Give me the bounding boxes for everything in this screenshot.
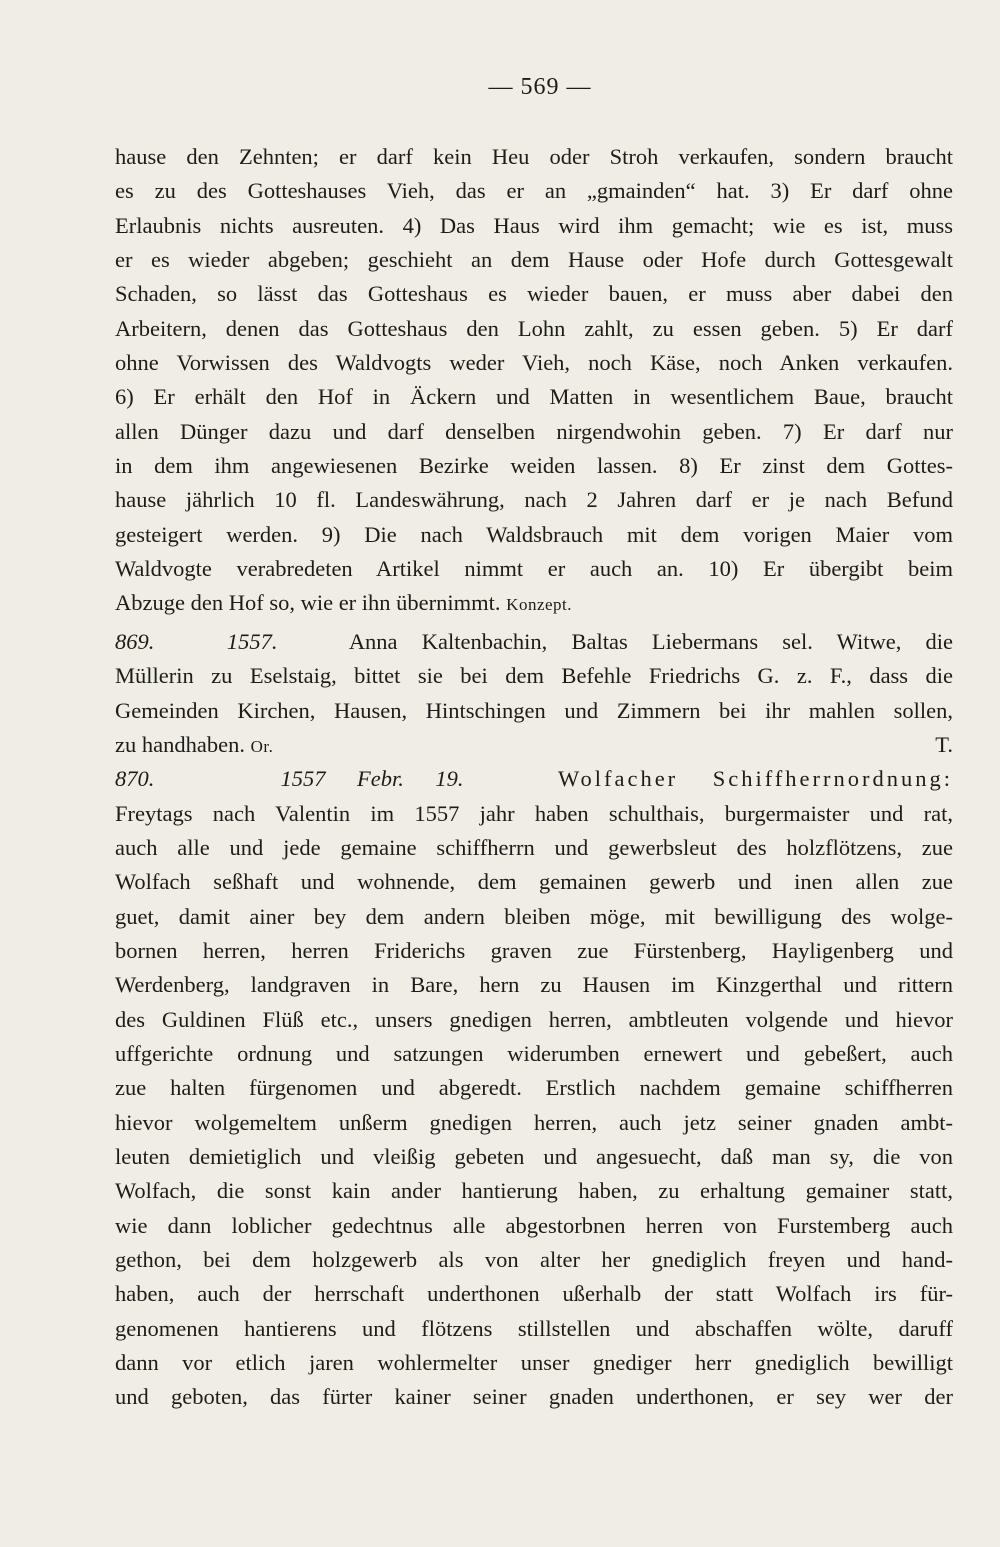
entry-869-body — [115, 659, 953, 728]
text-line: Schaden, so lässt das Gotteshaus es wieder bauen, er muss aber dabei den — [115, 281, 953, 307]
entry-title: Wolfacher Schiffherrnordnung: — [558, 766, 953, 792]
text-line: gethon, bei dem holzgewerb als von alter her gnediglich freyen und hand- — [115, 1247, 953, 1272]
text-line: ohne Vorwissen des Waldvogts weder Vieh, noch Käse, noch Anken verkaufen. — [115, 350, 953, 376]
text-line: Wolfach, die sonst kain ander hantierung haben, zu erhaltung gemainer statt, — [115, 1178, 953, 1204]
text-line: hause den Zehnten; er darf kein Heu oder Stroh verkaufen, sondern braucht — [115, 144, 953, 169]
text-line: leuten demietiglich und vleißig gebeten und angesuecht, daß man sy, die von — [115, 1143, 953, 1169]
text-line: hievor wolgemeltem unßerm gnedigen herren, auch jetz seiner gnaden ambt- — [115, 1109, 953, 1135]
entry-number: 870. — [115, 766, 155, 792]
entry-870-heading — [115, 762, 953, 796]
text-line: hause jährlich 10 fl. Landeswährung, nach 2 Jahren darf er je nach Befund — [115, 487, 953, 513]
text-line: genomenen hantierens und flötzens stillstellen und abschaffen wölte, daruff — [115, 1315, 953, 1341]
source-note: Or. — [250, 736, 274, 756]
text-line: haben, auch der herrschaft underthonen ußerhalb der statt Wolfach irs für- — [115, 1281, 953, 1307]
text-line: in dem ihm angewiesenen Bezirke weiden lassen. 8) Er zinst dem Gottes- — [115, 453, 953, 479]
paragraph-continued — [115, 140, 953, 586]
text-line: Werdenberg, landgraven in Bare, hern zu Hausen im Kinzgerthal und rittern — [115, 972, 953, 998]
text-line: uffgerichte ordnung und satzungen widerumben ernewert und gebeßert, auch — [115, 1040, 953, 1066]
line-text: Abzuge den Hof so, wie er ihn übernimmt. — [115, 590, 501, 616]
body-text — [115, 140, 953, 1415]
text-line: Wolfach seßhaft und wohnende, dem gemainen gewerb und inen allen zue — [115, 869, 953, 895]
text-line: gesteigert werden. 9) Die nach Waldsbrauch mit dem vorigen Maier vom — [115, 521, 953, 547]
text-line: zue halten fürgenomen und abgeredt. Erstlich nachdem gemaine schiffherren — [115, 1075, 953, 1101]
text-line: dann vor etlich jaren wohlermelter unser gnediger herr gnediglich bewilligt — [115, 1350, 953, 1376]
entry-869-last-line — [115, 728, 953, 762]
text-line: guet, damit ainer bey dem andern bleiben möge, mit bewilligung des wolge- — [115, 903, 953, 929]
text-line: Freytags nach Valentin im 1557 jahr haben schulthais, burgermaister und rat, — [115, 800, 953, 826]
text-line: 6) Er erhält den Hof in Äckern und Matten in wesentlichem Baue, braucht — [115, 384, 953, 410]
text-line: auch alle und jede gemaine schiffherrn und gewerbsleut des holzflötzens, zue — [115, 834, 953, 860]
entry-number: 869. — [115, 628, 155, 654]
entry-870-body — [115, 797, 953, 1415]
text-line: wie dann loblicher gedechtnus alle abgestorbnen herren von Furstemberg auch — [115, 1212, 953, 1238]
line-text: zu handhaben. — [115, 731, 245, 757]
entry-date: 1557 Febr. 19. — [280, 766, 464, 792]
paragraph-last-line — [115, 586, 953, 620]
text-line: bornen herren, herren Friderichs graven zue Fürstenberg, Hayligenberg und — [115, 937, 953, 963]
text-line: Erlaubnis nichts ausreuten. 4) Das Haus wird ihm gemacht; wie es ist, muss — [115, 212, 953, 238]
editor-initial: T. — [935, 731, 953, 757]
entry-year: 1557. — [226, 628, 278, 654]
text-line: Gemeinden Kirchen, Hausen, Hintschingen und Zimmern bei ihr mahlen sollen, — [115, 697, 953, 723]
text-line: Waldvogte verabredeten Artikel nimmt er auch an. 10) Er übergibt beim — [115, 556, 953, 582]
entry-text: Anna Kaltenbachin, Baltas Liebermans sel. Witwe, die — [348, 628, 954, 654]
page-number: — 569 — — [488, 74, 592, 100]
text-line: Müllerin zu Eselstaig, bittet sie bei dem Befehle Friedrichs G. z. F., dass die — [115, 663, 953, 689]
text-line: er es wieder abgeben; geschieht an dem Hause oder Hofe durch Gottesgewalt — [115, 247, 953, 273]
text-line: Arbeitern, denen das Gotteshaus den Lohn zahlt, zu essen geben. 5) Er darf — [115, 315, 953, 341]
text-line: und geboten, das fürter kainer seiner gnaden underthonen, er sey wer der — [115, 1384, 953, 1410]
source-note: Konzept. — [506, 595, 573, 615]
text-line: des Guldinen Flüß etc., unsers gnedigen herren, ambtleuten volgende und hievor — [115, 1006, 953, 1032]
text-line: es zu des Gotteshauses Vieh, das er an „gmainden“ hat. 3) Er darf ohne — [115, 178, 953, 204]
text-line: allen Dünger dazu und darf denselben nirgendwohin geben. 7) Er darf nur — [115, 418, 953, 444]
entry-869-heading — [115, 625, 953, 659]
